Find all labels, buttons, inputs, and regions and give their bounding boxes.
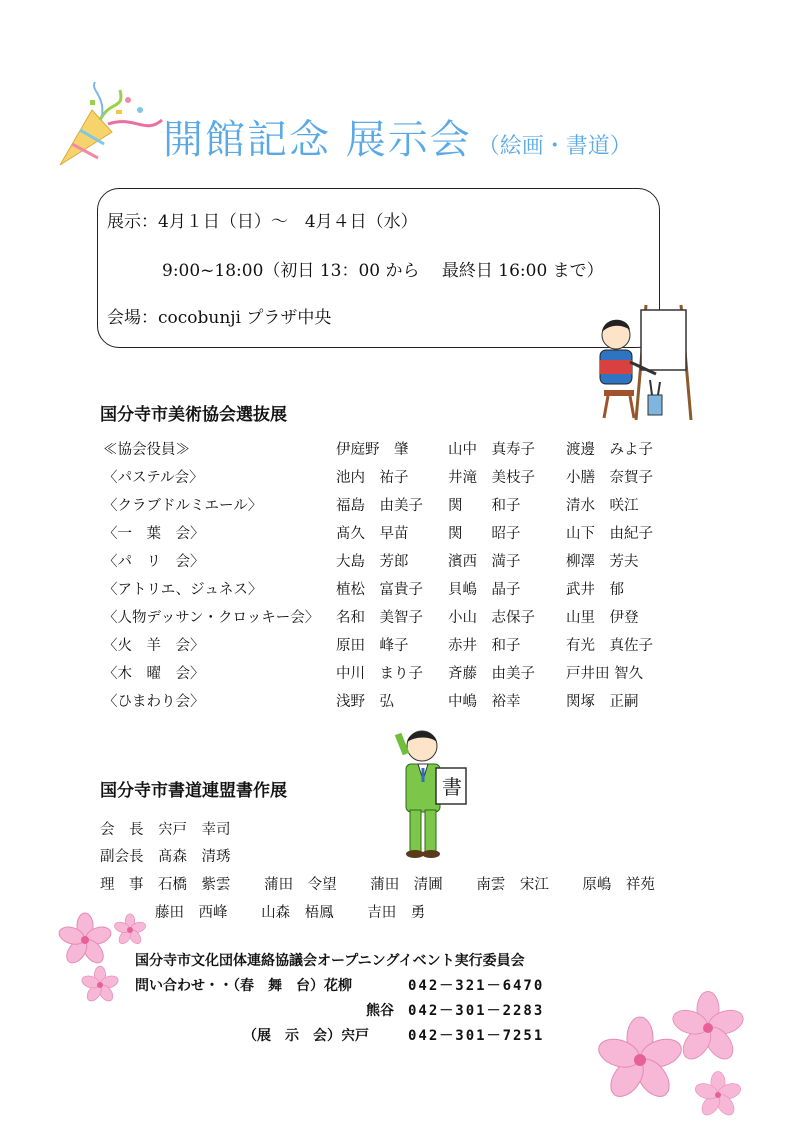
phone-number: 042－301－2283 (408, 1003, 545, 1019)
calligraphy-line: 藤田 西峰 山森 梧鳳 吉田 勇 (155, 905, 426, 921)
member-name: 大島 芳郎 (336, 554, 409, 570)
cherry-blossom-icon (590, 990, 750, 1125)
table-row (0, 494, 800, 522)
group-name: 〈パステル会〉 (103, 470, 204, 486)
member-name: 山下 由紀子 (566, 526, 653, 542)
member-name: 池内 祐子 (336, 470, 409, 486)
table-row (0, 634, 800, 662)
exhibit-hours: 9:00~18:00（初日 13：00 から 最終日 16:00 まで） (162, 261, 604, 281)
member-name: 髙久 早苗 (336, 526, 409, 542)
organizer-name: 国分寺市文化団体連絡協議会オープニングイベント実行委員会 (135, 953, 525, 969)
contact-label: 問い合わせ・・（春 舞 台）花柳 (135, 978, 352, 994)
member-name: 斉藤 由美子 (448, 666, 535, 682)
member-name: 小山 志保子 (448, 610, 535, 626)
table-row (0, 466, 800, 494)
page-title (163, 108, 632, 165)
group-name: 〈一 葉 会〉 (103, 526, 205, 542)
member-name: 山里 伊登 (566, 610, 639, 626)
member-name: 福島 由美子 (336, 498, 423, 514)
table-row (0, 662, 800, 690)
member-name: 中川 まり子 (336, 666, 423, 682)
table-row (0, 690, 800, 718)
title-text: 開館記念 展示会 (163, 117, 472, 163)
member-name: 原田 峰子 (336, 638, 409, 654)
table-row (0, 550, 800, 578)
phone-number: 042－321－6470 (408, 978, 545, 994)
exhibit-dates: 展示：4月１日（日）～ 4月４日（水） (107, 212, 418, 232)
calligraphy-sign: 書 (442, 775, 462, 799)
member-name: 関塚 正嗣 (566, 694, 639, 710)
member-name: 清水 咲江 (566, 498, 639, 514)
member-name: 井滝 美枝子 (448, 470, 535, 486)
member-name: 小膳 奈賀子 (566, 470, 653, 486)
member-name: 渡邊 みよ子 (566, 442, 653, 458)
member-name: 植松 富貴子 (336, 582, 423, 598)
table-row (0, 522, 800, 550)
painter-illustration (586, 290, 701, 425)
group-name: 〈ひまわり会〉 (103, 694, 205, 710)
member-name: 中嶋 裕幸 (448, 694, 521, 710)
member-name: 武井 郁 (566, 582, 624, 598)
member-name: 戸井田 智久 (566, 666, 644, 682)
group-name: 〈クラブドルミエール〉 (103, 498, 263, 514)
calligraphy-line: 理 事 石橋 紫雲 蒲田 令望 蒲田 清圃 南雲 宋江 原嶋 祥苑 (100, 877, 655, 893)
calligraphy-section-title: 国分寺市書道連盟書作展 (100, 781, 287, 801)
art-section-title: 国分寺市美術協会選抜展 (100, 405, 287, 425)
member-name: 名和 美智子 (336, 610, 423, 626)
contact-name: 熊谷 (366, 1003, 394, 1019)
member-name: 山中 真寿子 (448, 442, 535, 458)
calligrapher-illustration (386, 720, 486, 860)
group-name: 〈アトリエ、ジュネス〉 (103, 582, 263, 598)
party-popper-icon (50, 80, 170, 190)
phone-number: 042－301－7251 (408, 1028, 545, 1044)
calligraphy-line: 会 長 宍戸 幸司 (100, 822, 231, 838)
member-name: 濱西 満子 (448, 554, 521, 570)
table-row (0, 578, 800, 606)
group-name: ≪協会役員≫ (103, 442, 190, 458)
group-name: 〈パ リ 会〉 (103, 554, 205, 570)
group-name: 〈人物デッサン・クロッキー会〉 (103, 610, 320, 626)
member-name: 浅野 弘 (336, 694, 394, 710)
group-name: 〈木 曜 会〉 (103, 666, 205, 682)
contact-label: （展 示 会）宍戸 (243, 1028, 369, 1044)
member-name: 関 昭子 (448, 526, 521, 542)
title-subtitle: （絵画・書道） (477, 134, 632, 159)
member-name: 関 和子 (448, 498, 521, 514)
member-name: 赤井 和子 (448, 638, 521, 654)
group-name: 〈火 羊 会〉 (103, 638, 205, 654)
table-row (0, 438, 800, 466)
table-row (0, 606, 800, 634)
member-name: 柳澤 芳夫 (566, 554, 639, 570)
member-name: 貝嶋 晶子 (448, 582, 521, 598)
exhibit-venue: 会場：cocobunji プラザ中央 (107, 308, 332, 328)
member-name: 伊庭野 肇 (336, 442, 409, 458)
calligraphy-line: 副会長 髙森 清琇 (100, 849, 231, 865)
member-name: 有光 真佐子 (566, 638, 653, 654)
